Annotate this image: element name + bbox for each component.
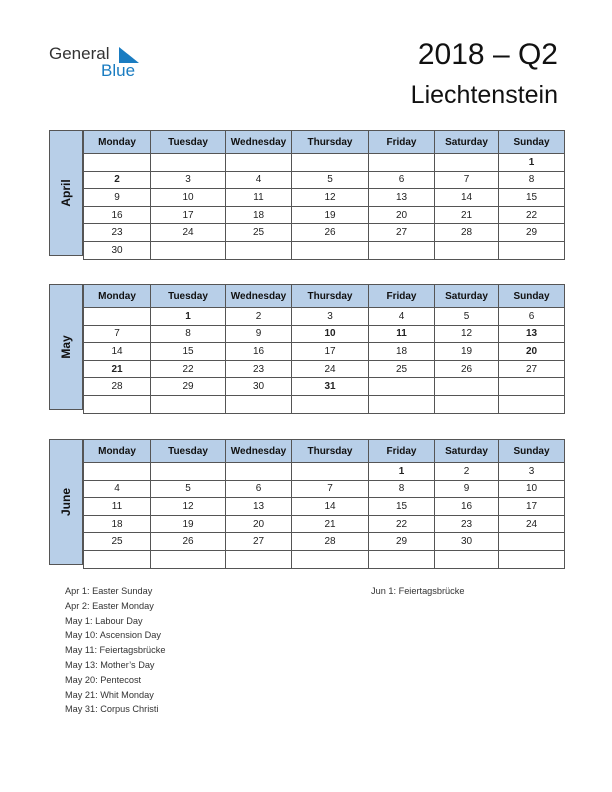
day-cell: 12 <box>151 498 226 516</box>
logo-general-text: General <box>49 44 110 63</box>
day-cell: 10 <box>292 325 369 343</box>
day-cell: 25 <box>226 224 292 242</box>
day-cell: 17 <box>292 343 369 361</box>
month-name: April <box>59 179 73 207</box>
day-cell: 8 <box>499 171 565 189</box>
day-cell: 6 <box>369 171 435 189</box>
day-cell: 27 <box>499 360 565 378</box>
week-row <box>84 206 565 224</box>
weekday-header: Monday <box>84 131 151 154</box>
empty-day-cell <box>151 463 226 481</box>
day-cell: 25 <box>84 533 151 551</box>
month-label <box>49 130 83 256</box>
day-cell: 26 <box>435 360 499 378</box>
holiday-note: May 10: Ascension Day <box>65 630 162 641</box>
week-row <box>84 308 565 326</box>
day-cell: 14 <box>84 343 151 361</box>
day-cell: 10 <box>499 480 565 498</box>
day-cell: 18 <box>369 343 435 361</box>
day-cell: 2 <box>226 308 292 326</box>
day-cell: 8 <box>151 325 226 343</box>
day-cell: 9 <box>226 325 292 343</box>
empty-day-cell <box>84 395 151 413</box>
week-row <box>84 498 565 516</box>
day-cell: 4 <box>226 171 292 189</box>
empty-day-cell <box>151 550 226 568</box>
logo-blue-text: Blue <box>101 61 136 80</box>
holiday-note: May 21: Whit Monday <box>65 689 154 700</box>
weekday-header: Friday <box>369 131 435 154</box>
empty-day-cell <box>292 463 369 481</box>
week-row <box>84 325 565 343</box>
day-cell: 3 <box>499 463 565 481</box>
day-cell: 5 <box>151 480 226 498</box>
day-cell: 11 <box>369 325 435 343</box>
weekday-header: Tuesday <box>151 285 226 308</box>
day-cell: 6 <box>226 480 292 498</box>
week-row <box>84 224 565 242</box>
day-cell: 22 <box>499 206 565 224</box>
day-cell: 3 <box>151 171 226 189</box>
day-cell: 1 <box>369 463 435 481</box>
day-cell: 4 <box>84 480 151 498</box>
empty-day-cell <box>226 154 292 172</box>
day-cell: 23 <box>435 515 499 533</box>
empty-day-cell <box>292 550 369 568</box>
empty-day-cell <box>435 395 499 413</box>
week-row <box>84 241 565 259</box>
weekday-header: Sunday <box>499 131 565 154</box>
empty-day-cell <box>292 395 369 413</box>
month-name: June <box>59 487 73 516</box>
day-cell: 20 <box>226 515 292 533</box>
day-cell: 1 <box>499 154 565 172</box>
empty-day-cell <box>84 550 151 568</box>
weekday-header: Thursday <box>292 285 369 308</box>
empty-day-cell <box>369 154 435 172</box>
weekday-header: Saturday <box>435 285 499 308</box>
weekday-header: Friday <box>369 440 435 463</box>
day-cell: 30 <box>226 378 292 396</box>
day-cell: 21 <box>292 515 369 533</box>
day-cell: 7 <box>292 480 369 498</box>
day-cell: 22 <box>369 515 435 533</box>
day-cell: 28 <box>435 224 499 242</box>
weekday-header: Saturday <box>435 440 499 463</box>
day-cell: 7 <box>435 171 499 189</box>
day-cell: 27 <box>369 224 435 242</box>
week-row <box>84 463 565 481</box>
holiday-note: Apr 1: Easter Sunday <box>65 586 153 596</box>
day-cell: 5 <box>435 308 499 326</box>
empty-day-cell <box>292 241 369 259</box>
weekday-header: Sunday <box>499 440 565 463</box>
day-cell: 18 <box>84 515 151 533</box>
day-cell: 29 <box>151 378 226 396</box>
weekday-header: Wednesday <box>226 131 292 154</box>
week-row <box>84 154 565 172</box>
day-cell: 8 <box>369 480 435 498</box>
empty-day-cell <box>226 463 292 481</box>
calendar-table <box>83 284 565 414</box>
empty-day-cell <box>499 533 565 551</box>
empty-day-cell <box>84 463 151 481</box>
day-cell: 4 <box>369 308 435 326</box>
day-cell: 22 <box>151 360 226 378</box>
holiday-note: Apr 2: Easter Monday <box>65 600 154 611</box>
day-cell: 16 <box>84 206 151 224</box>
day-cell: 14 <box>435 189 499 207</box>
holiday-notes-left <box>65 584 165 717</box>
empty-day-cell <box>292 154 369 172</box>
day-cell: 13 <box>226 498 292 516</box>
empty-day-cell <box>499 241 565 259</box>
holiday-note: May 20: Pentecost <box>65 674 142 685</box>
day-cell: 20 <box>499 343 565 361</box>
empty-day-cell <box>499 378 565 396</box>
week-row <box>84 395 565 413</box>
day-cell: 28 <box>84 378 151 396</box>
empty-day-cell <box>499 395 565 413</box>
empty-day-cell <box>369 241 435 259</box>
day-cell: 26 <box>151 533 226 551</box>
day-cell: 24 <box>292 360 369 378</box>
day-cell: 15 <box>499 189 565 207</box>
week-row <box>84 515 565 533</box>
day-cell: 17 <box>499 498 565 516</box>
day-cell: 30 <box>435 533 499 551</box>
month-label <box>49 284 83 410</box>
weekday-header: Monday <box>84 285 151 308</box>
day-cell: 9 <box>435 480 499 498</box>
holiday-note: May 11: Feiertagsbrücke <box>65 645 166 656</box>
day-cell: 30 <box>84 241 151 259</box>
empty-day-cell <box>151 395 226 413</box>
country-title: Liechtenstein <box>410 81 558 109</box>
weekday-header: Monday <box>84 440 151 463</box>
day-cell: 31 <box>292 378 369 396</box>
week-row <box>84 171 565 189</box>
empty-day-cell <box>151 241 226 259</box>
week-row <box>84 550 565 568</box>
week-row <box>84 189 565 207</box>
day-cell: 23 <box>84 224 151 242</box>
weekday-header: Friday <box>369 285 435 308</box>
week-row <box>84 533 565 551</box>
empty-day-cell <box>435 154 499 172</box>
empty-day-cell <box>151 154 226 172</box>
month-name: May <box>59 335 73 359</box>
day-cell: 13 <box>499 325 565 343</box>
weekday-header: Thursday <box>292 440 369 463</box>
day-cell: 3 <box>292 308 369 326</box>
day-cell: 19 <box>435 343 499 361</box>
empty-day-cell <box>369 550 435 568</box>
day-cell: 2 <box>84 171 151 189</box>
holiday-note: May 13: Mother’s Day <box>65 659 155 670</box>
day-cell: 24 <box>499 515 565 533</box>
page-title: 2018 – Q2 <box>417 38 558 71</box>
day-cell: 23 <box>226 360 292 378</box>
week-row <box>84 378 565 396</box>
day-cell: 21 <box>84 360 151 378</box>
day-cell: 11 <box>226 189 292 207</box>
day-cell: 15 <box>151 343 226 361</box>
empty-day-cell <box>435 550 499 568</box>
weekday-header: Tuesday <box>151 131 226 154</box>
weekday-header: Wednesday <box>226 440 292 463</box>
day-cell: 16 <box>226 343 292 361</box>
empty-day-cell <box>84 154 151 172</box>
holiday-note: May 31: Corpus Christi <box>65 704 159 715</box>
empty-day-cell <box>226 241 292 259</box>
day-cell: 28 <box>292 533 369 551</box>
empty-day-cell <box>226 550 292 568</box>
empty-day-cell <box>369 395 435 413</box>
day-cell: 20 <box>369 206 435 224</box>
day-cell: 29 <box>499 224 565 242</box>
day-cell: 17 <box>151 206 226 224</box>
empty-day-cell <box>435 241 499 259</box>
day-cell: 29 <box>369 533 435 551</box>
calendar-table <box>83 130 565 260</box>
day-cell: 19 <box>151 515 226 533</box>
day-cell: 5 <box>292 171 369 189</box>
empty-day-cell <box>226 395 292 413</box>
day-cell: 13 <box>369 189 435 207</box>
day-cell: 11 <box>84 498 151 516</box>
weekday-header: Saturday <box>435 131 499 154</box>
day-cell: 18 <box>226 206 292 224</box>
empty-day-cell <box>499 550 565 568</box>
week-row <box>84 343 565 361</box>
day-cell: 25 <box>369 360 435 378</box>
weekday-header: Sunday <box>499 285 565 308</box>
empty-day-cell <box>369 378 435 396</box>
day-cell: 12 <box>292 189 369 207</box>
day-cell: 15 <box>369 498 435 516</box>
holiday-note: May 1: Labour Day <box>65 615 143 626</box>
day-cell: 14 <box>292 498 369 516</box>
generalblue-logo <box>49 44 159 84</box>
holiday-note: Jun 1: Feiertagsbrücke <box>371 586 465 596</box>
day-cell: 21 <box>435 206 499 224</box>
day-cell: 27 <box>226 533 292 551</box>
weekday-header: Thursday <box>292 131 369 154</box>
holiday-notes-right <box>371 584 464 599</box>
day-cell: 12 <box>435 325 499 343</box>
day-cell: 1 <box>151 308 226 326</box>
day-cell: 19 <box>292 206 369 224</box>
day-cell: 24 <box>151 224 226 242</box>
week-row <box>84 480 565 498</box>
day-cell: 2 <box>435 463 499 481</box>
calendar-table <box>83 439 565 569</box>
weekday-header: Wednesday <box>226 285 292 308</box>
day-cell: 26 <box>292 224 369 242</box>
day-cell: 16 <box>435 498 499 516</box>
empty-day-cell <box>435 378 499 396</box>
weekday-header: Tuesday <box>151 440 226 463</box>
day-cell: 6 <box>499 308 565 326</box>
day-cell: 9 <box>84 189 151 207</box>
day-cell: 7 <box>84 325 151 343</box>
empty-day-cell <box>84 308 151 326</box>
week-row <box>84 360 565 378</box>
day-cell: 10 <box>151 189 226 207</box>
month-label <box>49 439 83 565</box>
